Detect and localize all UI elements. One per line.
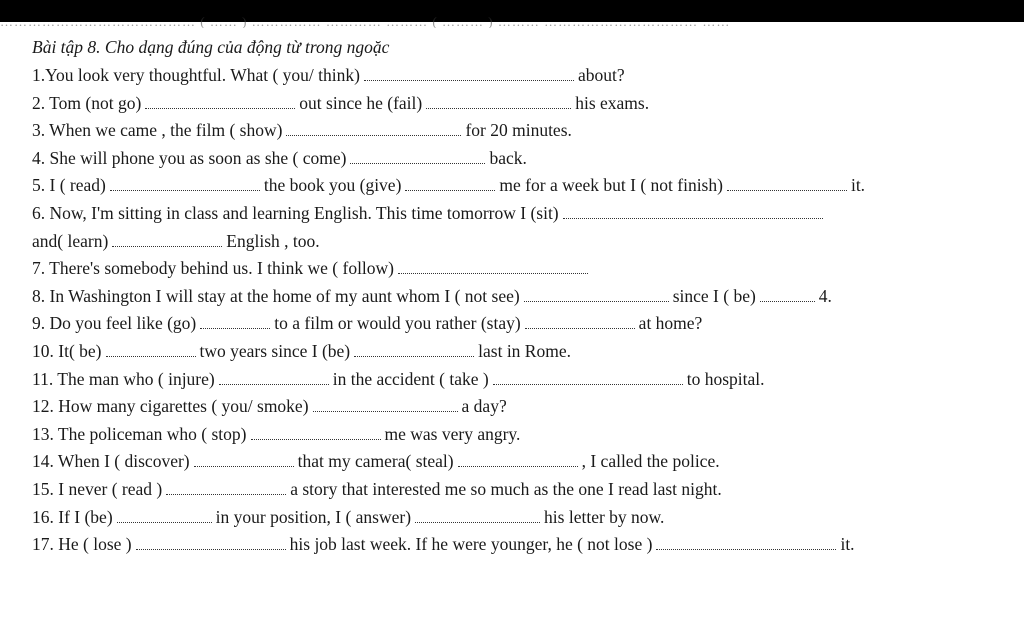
exercise-item-1	[32, 62, 992, 90]
answer-blank[interactable]	[760, 287, 815, 302]
item-text: English , too.	[226, 230, 320, 251]
item-text: 6. Now, I'm sitting in class and learning English. This time tomorrow I (sit)	[32, 202, 559, 223]
item-text: in the accident ( take )	[332, 368, 489, 389]
answer-blank[interactable]	[106, 342, 196, 357]
answer-blank[interactable]	[350, 149, 485, 164]
answer-blank[interactable]	[117, 508, 212, 523]
exercise-item-13	[32, 393, 992, 421]
answer-blank[interactable]	[145, 94, 295, 109]
exercise-item-8	[32, 255, 992, 283]
answer-blank[interactable]	[364, 66, 574, 81]
item-text: last in Rome.	[478, 340, 571, 361]
item-text: me was very angry.	[384, 423, 521, 444]
cropped-previous-line: …………………………………… ( …… ) …………… ………… ……… ( ……… ) ……… …………………………… ……	[0, 14, 731, 28]
answer-blank[interactable]	[458, 452, 578, 467]
exercise-item-15	[32, 448, 992, 476]
item-text: his job last week. If he were younger, he ( not lose )	[289, 534, 653, 555]
item-text: 9. Do you feel like (go)	[32, 313, 197, 334]
answer-blank[interactable]	[251, 425, 381, 440]
answer-blank[interactable]	[200, 314, 270, 329]
exercise-item-11	[32, 338, 992, 366]
item-text: out since he (fail)	[299, 92, 423, 113]
item-text: since I ( be)	[672, 285, 756, 306]
exercise-item-4	[32, 145, 992, 173]
item-text: for 20 minutes.	[465, 120, 572, 141]
item-text: it.	[840, 534, 855, 555]
exercise-item-16	[32, 476, 992, 504]
answer-blank[interactable]	[563, 204, 823, 219]
item-text: about?	[577, 65, 625, 85]
answer-blank[interactable]	[286, 121, 461, 136]
exercise-item-3	[32, 117, 992, 145]
item-text: 15. I never ( read )	[32, 478, 163, 499]
item-text: back.	[489, 147, 527, 168]
item-text: the book you (give)	[263, 175, 402, 196]
answer-blank[interactable]	[313, 397, 458, 412]
exercise-item-12	[32, 366, 992, 394]
item-text: 14. When I ( discover)	[32, 451, 190, 472]
exercise-item-7	[32, 228, 992, 256]
item-text: me for a week but I ( not finish)	[499, 175, 723, 196]
item-text: , I called the police.	[581, 451, 720, 472]
exercise-item-18	[32, 531, 992, 559]
answer-blank[interactable]	[194, 452, 294, 467]
answer-blank[interactable]	[524, 287, 669, 302]
exercise-item-9	[32, 283, 992, 311]
item-text: 11. The man who ( injure)	[32, 368, 215, 389]
answer-blank[interactable]	[398, 259, 588, 274]
item-text: a story that interested me so much as the one I read last night.	[290, 478, 722, 499]
answer-blank[interactable]	[166, 480, 286, 495]
answer-blank[interactable]	[426, 94, 571, 109]
item-text: 16. If I (be)	[32, 506, 113, 527]
answer-blank[interactable]	[136, 535, 286, 550]
answer-blank[interactable]	[656, 535, 836, 550]
item-text: his exams.	[575, 92, 650, 113]
exercise-item-6	[32, 200, 992, 228]
item-text: and( learn)	[32, 230, 109, 251]
item-text: 4.	[818, 285, 832, 306]
item-text: 10. It( be)	[32, 340, 102, 361]
item-text: 4. She will phone you as soon as she ( come)	[32, 147, 347, 168]
item-text: that my camera( steal)	[297, 451, 454, 472]
item-text: 1.You look very thoughtful. What ( you/ think)	[32, 65, 360, 85]
answer-blank[interactable]	[219, 370, 329, 385]
item-text: to a film or would you rather (stay)	[274, 313, 521, 334]
item-text: 3. When we came , the film ( show)	[32, 120, 283, 141]
item-text: 12. How many cigarettes ( you/ smoke)	[32, 396, 309, 417]
answer-blank[interactable]	[525, 314, 635, 329]
item-text: to hospital.	[686, 368, 765, 389]
item-text: it.	[850, 175, 866, 196]
item-text: at home?	[638, 313, 703, 334]
exercise-item-10	[32, 310, 992, 338]
exercise-title: Bài tập 8. Cho dạng đúng của động từ trong ngoặc	[32, 37, 390, 57]
item-text: his letter by now.	[544, 506, 665, 527]
exercise-list	[32, 62, 992, 559]
item-text: 17. He ( lose )	[32, 534, 132, 555]
item-text: 13. The policeman who ( stop)	[32, 423, 247, 444]
answer-blank[interactable]	[110, 176, 260, 191]
answer-blank[interactable]	[493, 370, 683, 385]
exercise-item-2	[32, 90, 992, 118]
exercise-item-17	[32, 504, 992, 532]
exercise-sheet	[32, 34, 992, 559]
item-text: a day?	[461, 396, 507, 417]
answer-blank[interactable]	[354, 342, 474, 357]
exercise-item-5	[32, 172, 992, 200]
item-text: 5. I ( read)	[32, 175, 106, 196]
item-text: 2. Tom (not go)	[32, 92, 142, 113]
exercise-item-14	[32, 421, 992, 449]
item-text: two years since I (be)	[199, 340, 351, 361]
answer-blank[interactable]	[112, 232, 222, 247]
answer-blank[interactable]	[405, 176, 495, 191]
item-text: 7. There's somebody behind us. I think we ( follow)	[32, 258, 395, 279]
item-text: in your position, I ( answer)	[215, 506, 412, 527]
item-text: 8. In Washington I will stay at the home of my aunt whom I ( not see)	[32, 285, 520, 306]
answer-blank[interactable]	[727, 176, 847, 191]
answer-blank[interactable]	[415, 508, 540, 523]
